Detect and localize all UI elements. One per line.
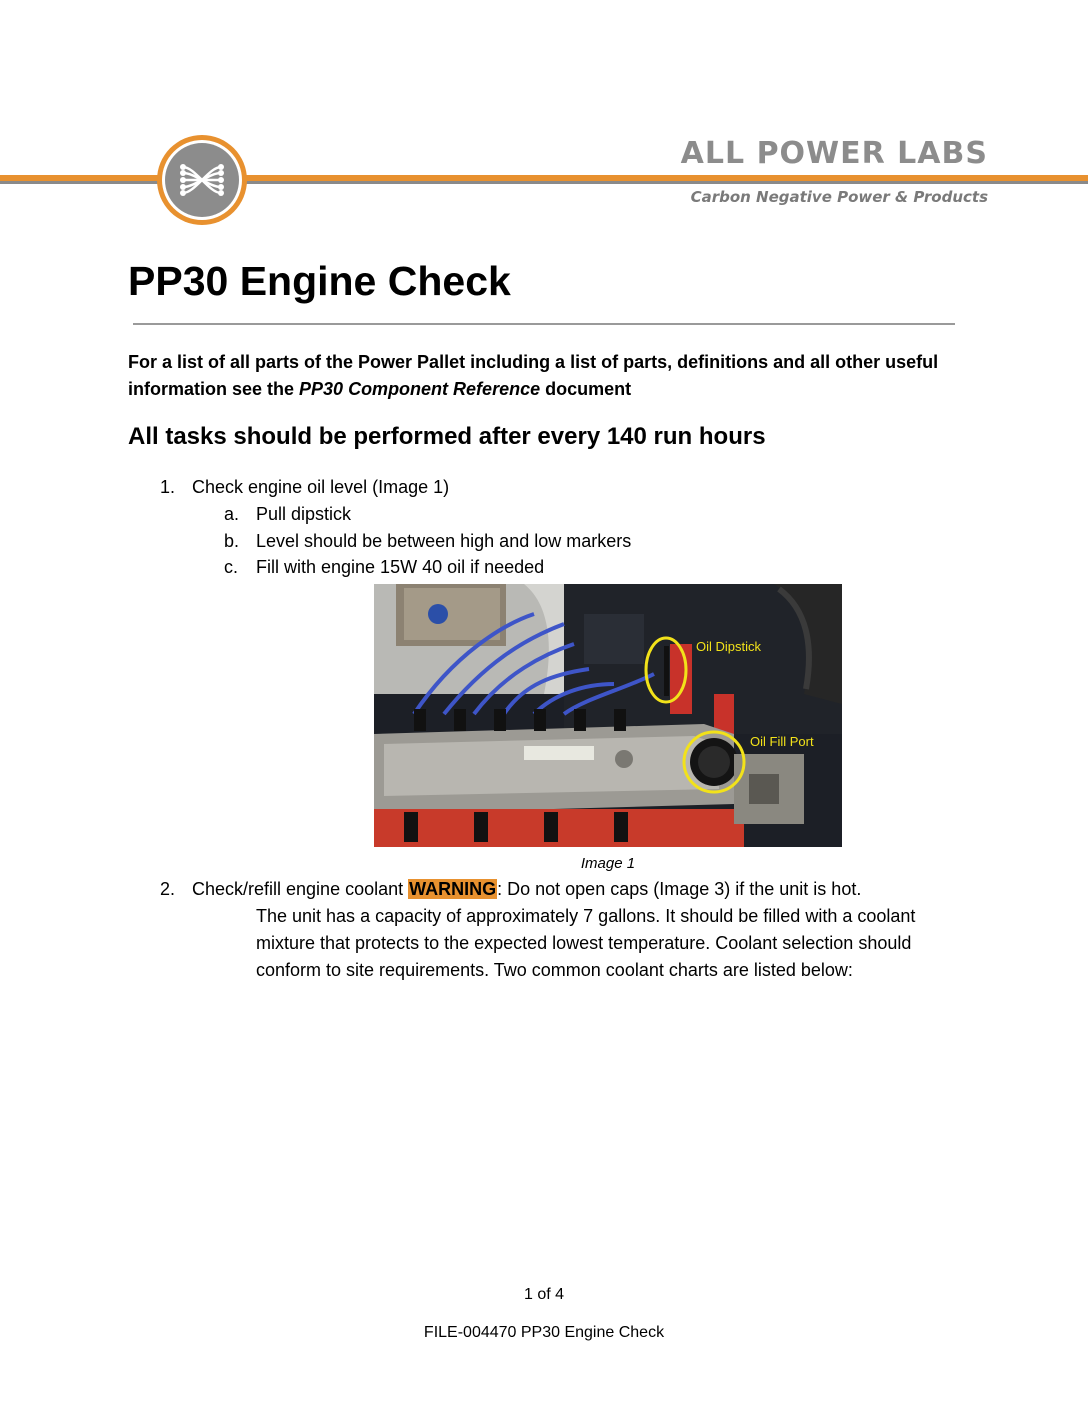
brand-tagline: Carbon Negative Power & Products	[690, 188, 988, 206]
list-item-step-1c	[224, 554, 545, 580]
all-power-labs-logo-icon	[155, 133, 249, 227]
substep-letter: a.	[224, 504, 240, 524]
intro-text: For a list of all parts of the Power Pallet including a list of parts, definitions and all other useful information see the	[128, 352, 939, 399]
substep-text: Level should be between high and low markers	[256, 531, 632, 551]
file-id: FILE-004470 PP30 Engine Check	[423, 1324, 665, 1341]
step-number: 1.	[160, 477, 176, 497]
component-reference-title: PP30 Component Reference	[299, 379, 541, 399]
image-caption: Image 1	[580, 855, 636, 872]
substep-letter: b.	[224, 531, 240, 551]
oil-dipstick-label: Oil Dipstick	[696, 639, 762, 654]
warning-label: WARNING	[409, 879, 497, 899]
step-text-end: : Do not open caps (Image 3) if the unit is hot.	[497, 879, 862, 899]
step-text: Check engine oil level (Image 1)	[192, 477, 450, 497]
substep-text: Pull dipstick	[256, 504, 352, 524]
step-text	[192, 876, 861, 902]
title-divider	[133, 323, 955, 325]
substep-text: Fill with engine 15W 40 oil if needed	[256, 557, 545, 577]
coolant-paragraph: The unit has a capacity of approximately 7 gallons. It should be filled with a coolant mixture that protects to the expected lowest temperature. Coolant selection should conform to site requirements. Two common coolant charts are listed below:	[256, 906, 916, 980]
intro-paragraph	[128, 349, 968, 403]
list-item-step-1b	[224, 528, 632, 554]
page-number: 1 of 4	[523, 1286, 565, 1303]
step-number: 2.	[160, 879, 176, 899]
list-item-step-1	[160, 474, 450, 500]
engine-photo	[374, 584, 842, 847]
list-item-step-2	[160, 876, 862, 902]
section-heading: All tasks should be performed after every 140 run hours	[128, 423, 766, 450]
substep-letter: c.	[224, 557, 239, 577]
page-title: PP30 Engine Check	[128, 258, 511, 304]
list-item-step-1a	[224, 501, 352, 527]
intro-text-end: document	[540, 379, 632, 399]
step-text-start: Check/refill engine coolant	[192, 879, 409, 899]
brand-name: ALL POWER LABS	[680, 136, 988, 171]
oil-fill-port-label: Oil Fill Port	[750, 734, 814, 749]
